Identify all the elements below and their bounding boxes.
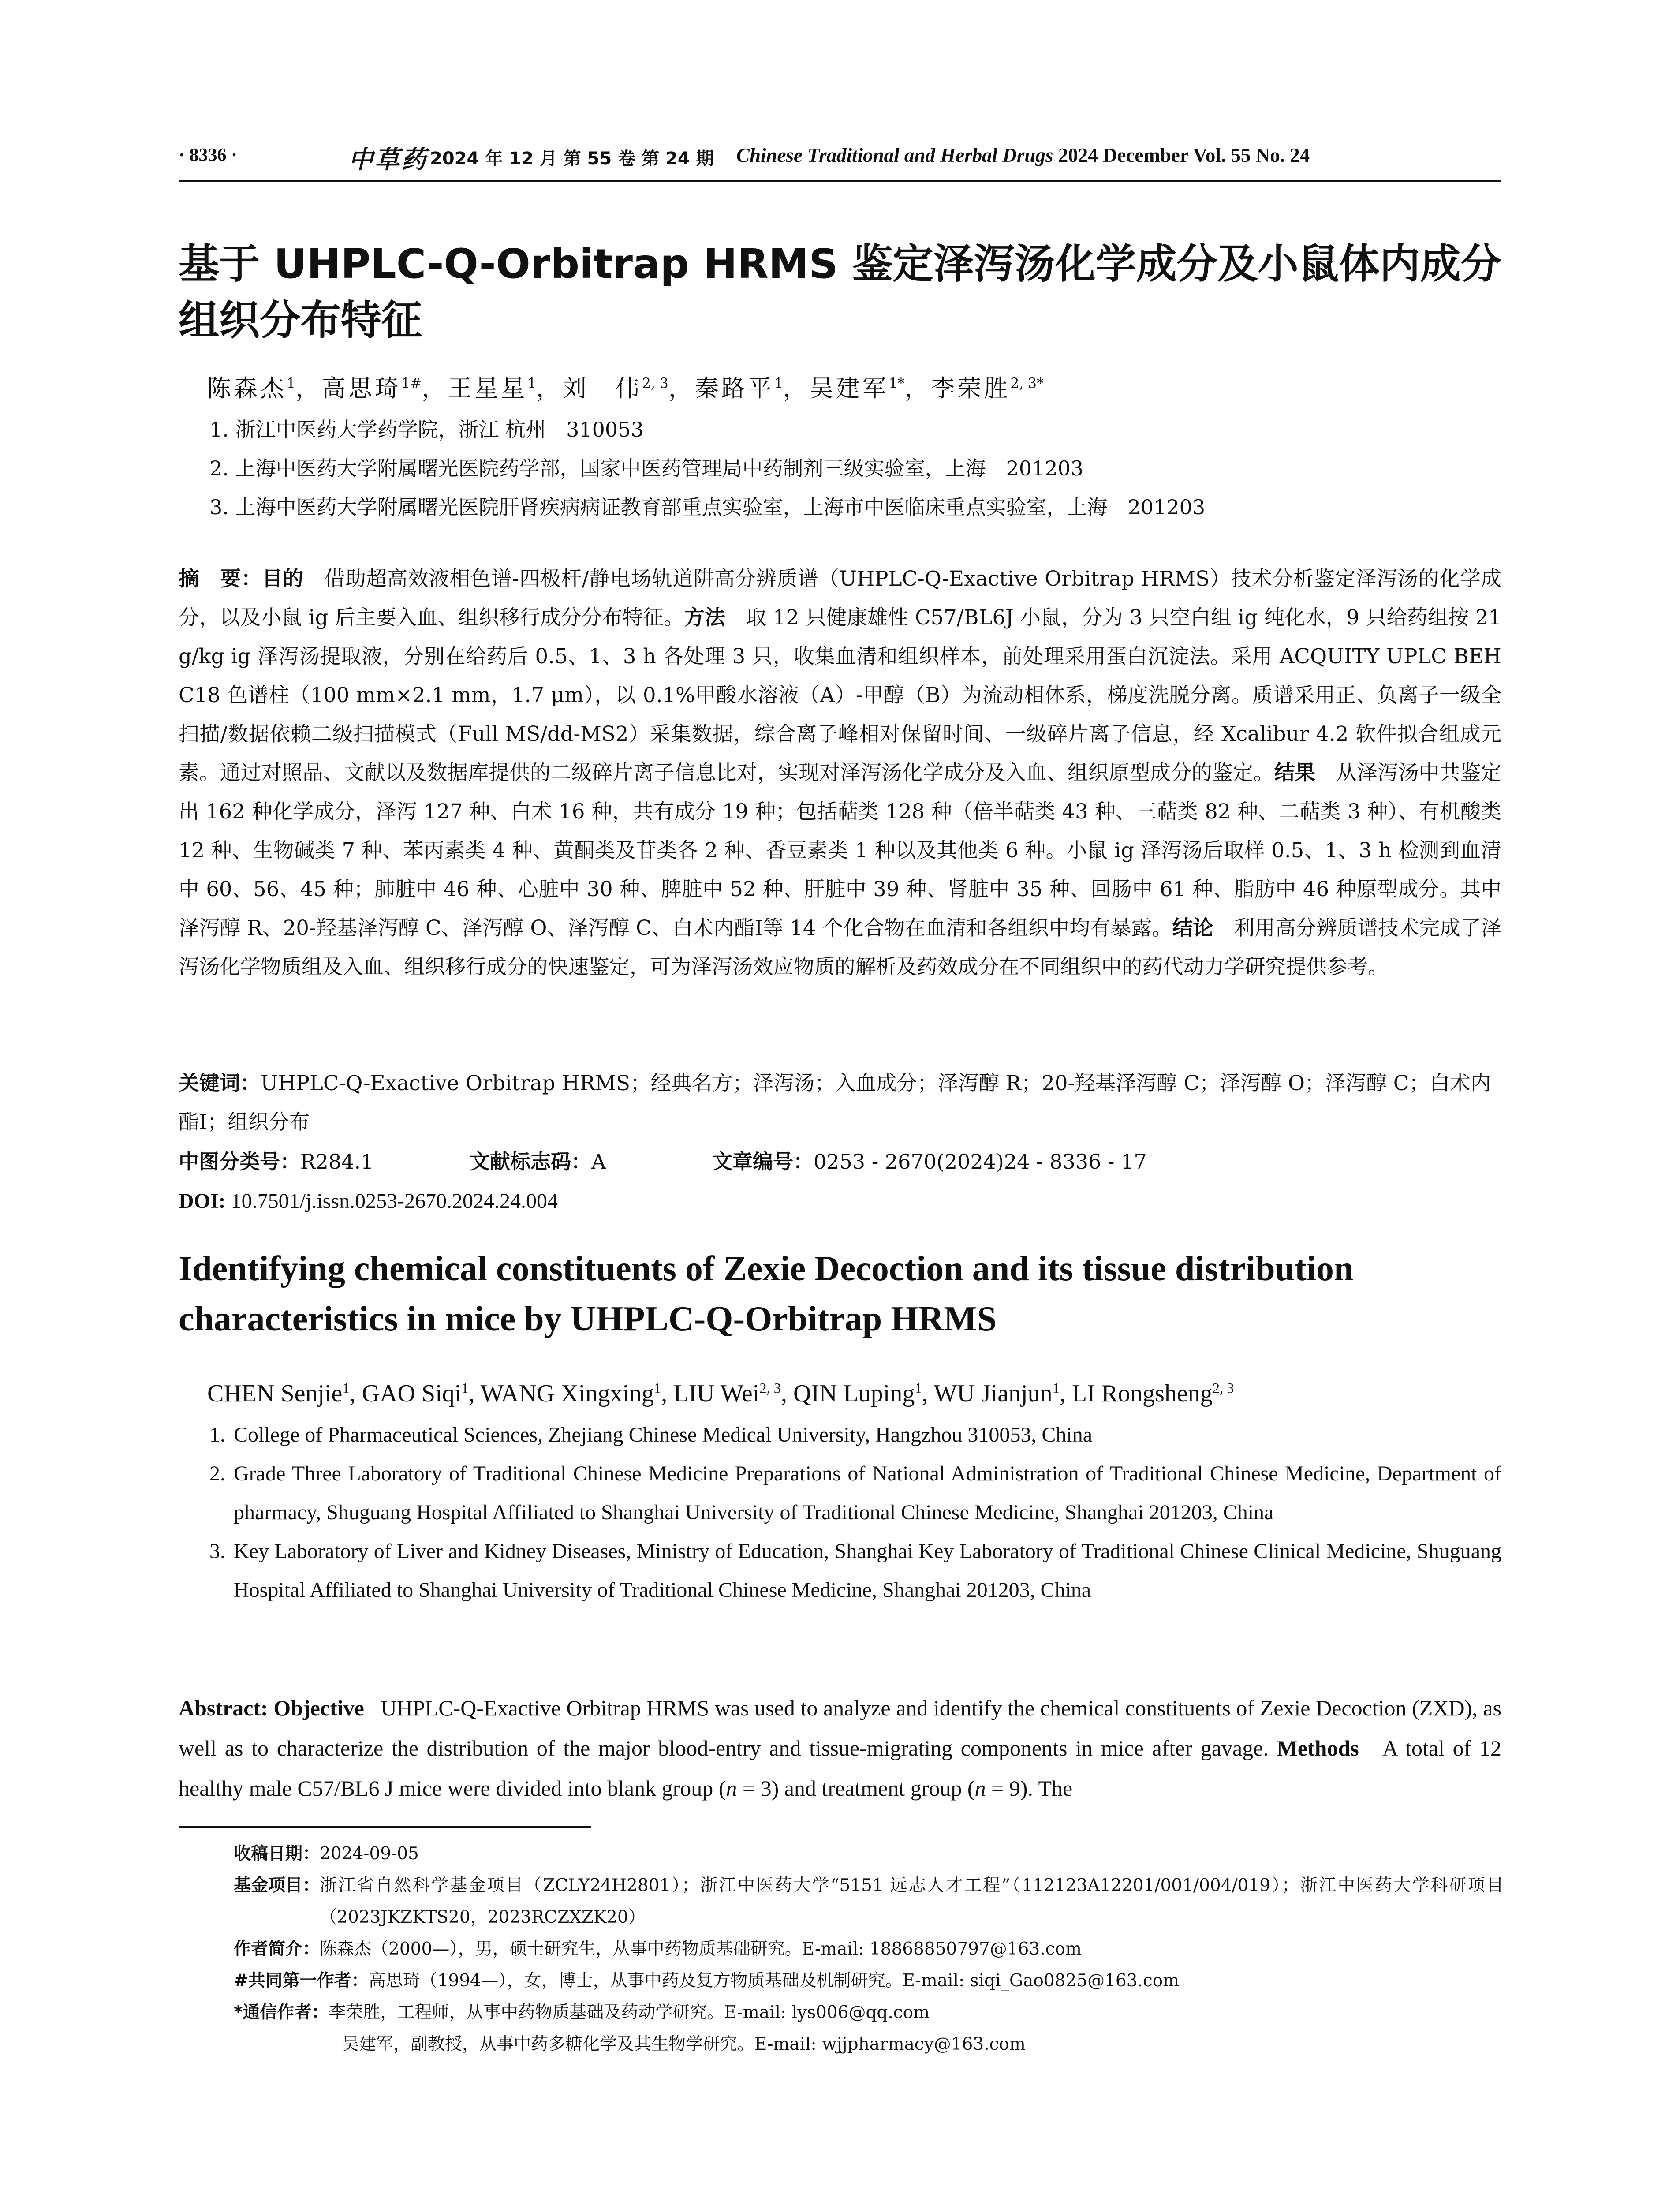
affiliations-en [209, 1416, 1501, 1610]
author-zh: 秦路平$^1$ [694, 374, 783, 402]
results-text-zh: 从泽泻汤中共鉴定出 162 种化学成分，泽泻 127 种、白术 16 种，共有成分 19 种；包括萜类 128 种（倍半萜类 43 种、三萜类 82 种、二萜类 3 种）、有机酸类 12 种、生物碱类 7 种、苯丙素类 4 种、黄酮类及苷类各 2 种、香豆素类 1 种以及其他类 6 种。小鼠 ig 泽泻汤后取样 0.5、1、3 h 检测到血清中 60、56、45 种；肺脏中 46 种、心脏中 30 种、脾脏中 52 种、肝脏中 39 种、肾脏中 35 种、回肠中 61 种、脂肪中 46 种原型成分。其中泽泻醇 R、20-羟基泽泻醇 C、泽泻醇 O、泽泻醇 C、白术内酯Ⅰ等 14 个化合物在血清和各组织中均有暴露。 [179, 761, 1502, 940]
footnote-divider [179, 1826, 591, 1828]
doi-line [179, 1182, 558, 1221]
objective-text-zh: 借助超高效液相色谱-四极杆/静电场轨道阱高分辨质谱（UHPLC-Q-Exactive Orbitrap HRMS）技术分析鉴定泽泻汤的化学成分，以及小鼠 ig 后主要入血、组织移行成分分布特征。 [179, 567, 1502, 629]
keywords-label-zh: 关键词： [179, 1071, 261, 1095]
results-label-zh: 结果 [1274, 761, 1316, 785]
doi-label: DOI: [179, 1189, 226, 1213]
conclusion-label-zh: 结论 [1172, 916, 1213, 940]
methods-text-zh: 取 12 只健康雄性 C57/BL6J 小鼠，分为 3 只空白组 ig 纯化水，9 只给药组按 21 g/kg ig 泽泻汤提取液，分别在给药后 0.5、1、3 h 各处理 3 只，收集血清和组织样本，前处理采用蛋白沉淀法。采用 ACQUITY UPLC BEH C18 色谱柱（100 mm×2.1 mm，1.7 μm），以 0.1%甲酸水溶液（A）-甲醇（B）为流动相体系，梯度洗脱分离。质谱采用正、负离子一级全扫描/数据依赖二级扫描模式（Full MS/dd-MS2）采集数据，综合离子峰相对保留时间、一级碎片离子信息，经 Xcalibur 4.2 软件拟合组成元素。通过对照品、文献以及数据库提供的二级碎片离子信息比对，实现对泽泻汤化学成分及入血、组织原型成分的鉴定。 [179, 605, 1502, 785]
author-en: LIU Wei$^{2, 3}$ [673, 1380, 781, 1407]
affiliations-zh [209, 410, 1205, 527]
footnote-fund: 基金项目： 浙江省自然科学基金项目（ZCLY24H2801）；浙江中医药大学“5151 远志人才工程”（112123A12201/001/004/019）；浙江中医药大学科研项目（2023JKZKTS20，2023RCZXZK20） [234, 1876, 1504, 1927]
keywords-zh [179, 1064, 1501, 1141]
methods-text-en: A total of 12 healthy male C57/BL6 J mice were divided into blank group (n = 3) and treatment group (n = 9). The [179, 1736, 1502, 1801]
journal-info-en [736, 144, 1310, 167]
classification-line [179, 1142, 1501, 1181]
affiliation-en: 3. Key Laboratory of Liver and Kidney Diseases, Ministry of Education, Shanghai Key Laboratory of Traditional Chinese Clinical Medicine, Shuguang Hospital Affiliated to Shanghai University of Traditional Chinese Medicine, Shanghai 201203, China [209, 1540, 1501, 1602]
author-en: CHEN Senjie$^1$ [207, 1380, 350, 1407]
article-number-value: 0253 - 2670(2024)24 - 8336 - 17 [814, 1150, 1147, 1174]
abstract-en [179, 1688, 1501, 1809]
objective-label-zh: 目的 [262, 567, 304, 590]
affiliation-zh: 1. 浙江中医药大学药学院，浙江 杭州 310053 [209, 418, 644, 441]
affiliation-zh: 3. 上海中医药大学附属曙光医院肝肾疾病病证教育部重点实验室，上海市中医临床重点实验室，上海 201203 [209, 495, 1206, 519]
author-zh: 吴建军$^{1*}$ [809, 374, 905, 402]
abstract-label-en: Abstract: Objective [179, 1696, 364, 1720]
methods-label-zh: 方法 [684, 605, 725, 629]
footnotes [234, 1838, 1504, 2060]
affiliation-zh: 2. 上海中医药大学附属曙光医院药学部，国家中医药管理局中药制剂三级实验室，上海 201203 [209, 456, 1084, 480]
authors-zh: 陈森杰$^1$，高思琦$^{1\#}$，王星星$^1$，刘 伟$^{2, 3}$，秦路平$^1$，吴建军$^{1*}$，李荣胜$^{2, 3*}$ [207, 374, 1044, 402]
author-zh: 刘 伟$^{2, 3}$ [563, 374, 668, 402]
running-header [179, 140, 1501, 182]
affiliation-en: 1. College of Pharmaceutical Sciences, Zhejiang Chinese Medical University, Hangzhou 310053, China [209, 1423, 1093, 1446]
abstract-zh [179, 559, 1501, 986]
author-zh: 陈森杰$^1$ [207, 374, 295, 402]
article-number-label: 文章编号： [712, 1150, 814, 1174]
methods-label-en: Methods [1277, 1736, 1359, 1760]
author-en: WANG Xingxing$^1$ [480, 1380, 661, 1407]
author-en: WU Jianjun$^1$ [933, 1380, 1060, 1407]
clc-label: 中图分类号： [179, 1150, 300, 1174]
author-zh: 王星星$^1$ [448, 374, 537, 402]
footnote-author-bio: 作者简介： 陈森杰（2000—），男，硕士研究生，从事中药物质基础研究。E-mail: 18868850797@163.com [234, 1939, 1082, 1959]
page-number: · 8336 · [179, 145, 238, 165]
footnote-corresponding: *通信作者： 李荣胜，工程师，从事中药物质基础及药动学研究。E-mail: lys006@qq.com [234, 2003, 930, 2022]
title-zh: 基于 UHPLC-Q-Orbitrap HRMS 鉴定泽泻汤化学成分及小鼠体内成分组织分布特征 [179, 240, 1501, 344]
title-en: Identifying chemical constituents of Zexie Decoction and its tissue distribution characteristics in mice by UHPLC-Q-Orbitrap HRMS [179, 1249, 1354, 1338]
journal-name-en: Chinese Traditional and Herbal Drugs [736, 144, 1053, 166]
author-zh: 李荣胜$^{2, 3*}$ [931, 374, 1044, 402]
doc-code-value: A [591, 1150, 606, 1174]
footnote-cofirst-author: #共同第一作者： 高思琦（1994—），女，博士，从事中药及复方物质基础及机制研究。E-mail: siqi_Gao0825@163.com [234, 1971, 1180, 1991]
authors-en: CHEN Senjie$^1$, GAO Siqi$^1$, WANG Xingxing$^1$, LIU Wei$^{2, 3}$, QIN Luping$^1$, WU Jianjun$^1$, LI Rongsheng$^{2, 3}$ [207, 1380, 1234, 1407]
footnote-received: 收稿日期： 2024-09-05 [234, 1844, 419, 1864]
conclusion-text-zh: 利用高分辨质谱技术完成了泽泻汤化学物质组及入血、组织移行成分的快速鉴定，可为泽泻汤效应物质的解析及药效成分在不同组织中的药代动力学研究提供参考。 [179, 916, 1502, 979]
issue-info-zh: 2024 年 12 月 第 55 卷 第 24 期 [430, 149, 714, 169]
author-zh: 高思琦$^{1\#}$ [321, 374, 422, 402]
journal-logo: 中草药 [348, 145, 428, 174]
issue-info-en: 2024 December Vol. 55 No. 24 [1058, 144, 1310, 166]
author-en: GAO Siqi$^1$ [362, 1380, 469, 1407]
objective-text-en: UHPLC-Q-Exactive Orbitrap HRMS was used to analyze and identify the chemical constituents of Zexie Decoction (ZXD), as well as to characterize the distribution of the major blood-entry and tissue-migrating components in mice after gavage. [179, 1696, 1501, 1760]
author-en: LI Rongsheng$^{2, 3}$ [1071, 1380, 1234, 1407]
keywords-text-zh: UHPLC-Q-Exactive Orbitrap HRMS；经典名方；泽泻汤；入血成分；泽泻醇 R；20-羟基泽泻醇 C；泽泻醇 O；泽泻醇 C；白术内酯Ⅰ；组织分布 [179, 1071, 1491, 1134]
author-en: QIN Luping$^1$ [793, 1380, 922, 1407]
clc-value: R284.1 [300, 1150, 374, 1174]
abstract-label-zh: 摘 要： [179, 567, 262, 590]
doc-code-label: 文献标志码： [470, 1150, 591, 1174]
footnote-corresponding-2: 吴建军，副教授，从事中药多糖化学及其生物学研究。E-mail: wjjpharmacy@163.com [342, 2034, 1026, 2054]
doi-value[interactable]: 10.7501/j.issn.0253-2670.2024.24.004 [231, 1189, 558, 1213]
affiliation-en: 2. Grade Three Laboratory of Traditional Chinese Medicine Preparations of National Administration of Traditional Chinese Medicine, Department of pharmacy, Shuguang Hospital Affiliated to Shanghai University of Traditional Chinese Medicine, Shanghai 201203, China [209, 1462, 1501, 1524]
